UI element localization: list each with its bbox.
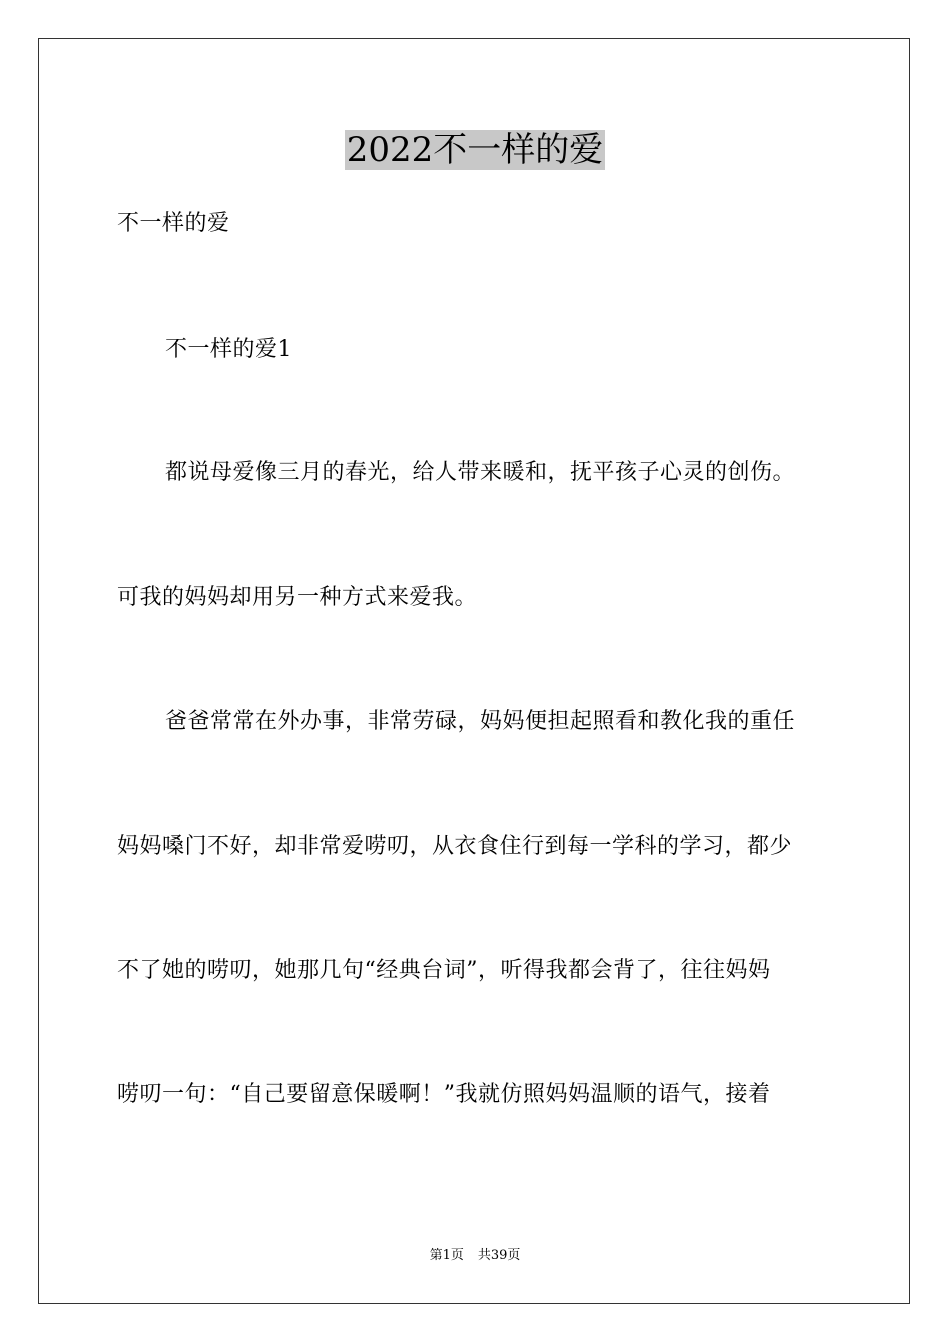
- section-heading: 不一样的爱1: [165, 337, 292, 362]
- page-number-current: 第1页: [429, 1248, 464, 1263]
- document-title-text: 2022不一样的爱: [346, 130, 604, 170]
- paragraph-line-4: 妈妈嗓门不好，却非常爱唠叨，从衣食住行到每一学科的学习，都少: [117, 834, 793, 859]
- paragraph-line-2: 可我的妈妈却用另一种方式来爱我。: [117, 585, 478, 610]
- page-footer: [0, 1246, 950, 1266]
- document-title: [0, 126, 950, 174]
- document-subtitle: 不一样的爱: [117, 211, 230, 236]
- paragraph-line-3: 爸爸常常在外办事，非常劳碌，妈妈便担起照看和教化我的重任: [165, 709, 796, 734]
- page-number-total: 共39页: [477, 1248, 521, 1263]
- paragraph-line-1: 都说母爱像三月的春光，给人带来暖和，抚平孩子心灵的创伤。: [165, 460, 796, 485]
- paragraph-line-6: 唠叨一句：“自己要留意保暖啊！”我就仿照妈妈温顺的语气，接着: [117, 1082, 771, 1107]
- paragraph-line-5: 不了她的唠叨，她那几句“经典台词”，听得我都会背了，往往妈妈: [117, 958, 771, 983]
